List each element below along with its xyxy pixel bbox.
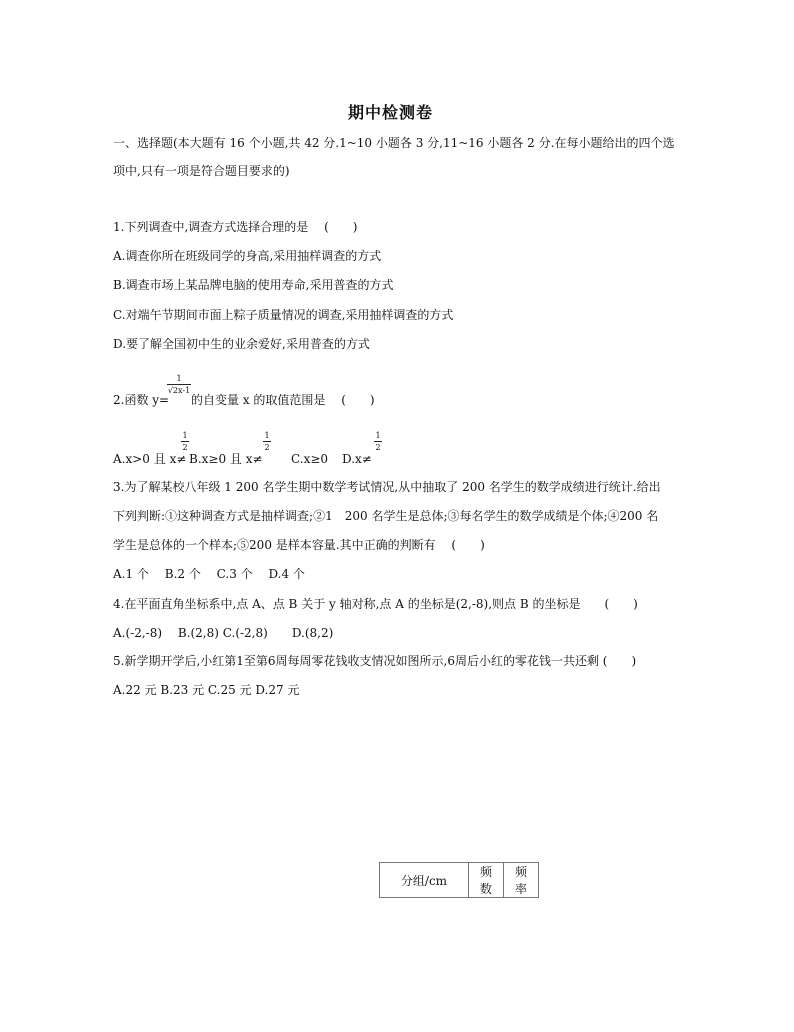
q2-stem-start: 2.函数 y=	[113, 393, 170, 407]
section-header-line1: 一、选择题(本大题有 16 个小题,共 42 分.1~10 小题各 3 分,11~16 小题各 2 分.在每小题给出的四个选	[113, 136, 675, 150]
section-header-line2: 项中,只有一项是符合题目要求的)	[113, 164, 290, 178]
q3-options: A.1 个 B.2 个 C.3 个 D.4 个	[113, 567, 305, 581]
q2-option-a-half-den: 2	[182, 443, 188, 452]
q2-option-d-half-den: 2	[375, 443, 381, 452]
q2-option-a-half-bar	[181, 441, 189, 442]
q2-option-d-half-num: 1	[375, 431, 381, 440]
q1-option-b: B.调查市场上某品牌电脑的使用寿命,采用普查的方式	[113, 278, 394, 292]
q2-stem-end: 的自变量 x 的取值范围是 ( )	[191, 393, 375, 407]
q1-option-c: C.对端午节期间市面上粽子质量情况的调查,采用抽样调查的方式	[113, 308, 454, 322]
frequency-table	[379, 862, 539, 898]
q5-stem: 5.新学期开学后,小红第1至第6周每周零花钱收支情况如图所示,6周后小红的零花钱一共还剩 ( )	[113, 654, 637, 668]
table-header-frequency: 频率	[504, 863, 539, 898]
page-title: 期中检测卷	[348, 103, 434, 122]
q2-option-b-half-den: 2	[264, 443, 270, 452]
q1-option-d: D.要了解全国初中生的业余爱好,采用普查的方式	[113, 337, 370, 351]
q2-option-c: C.x≥0	[291, 452, 329, 466]
q2-fraction-denominator: √2x-1	[167, 386, 191, 395]
q2-fraction-bar	[167, 384, 191, 385]
q5-options: A.22 元 B.23 元 C.25 元 D.27 元	[113, 683, 300, 697]
q2-option-d: D.x≠	[342, 452, 372, 466]
q2-option-b-half-bar	[263, 441, 271, 442]
q2-option-a: A.x>0 且 x≠	[113, 452, 187, 466]
table-header-count: 频数	[469, 863, 504, 898]
q2-option-b-half-num: 1	[264, 431, 270, 440]
q2-option-d-half-bar	[374, 441, 382, 442]
q3-stem-line3: 学生是总体的一个样本;⑤200 是样本容量.其中正确的判断有 ( )	[113, 538, 485, 552]
q1-stem: 1.下列调查中,调查方式选择合理的是 ( )	[113, 220, 358, 234]
q2-option-a-half-num: 1	[182, 431, 188, 440]
q3-stem-line1: 3.为了解某校八年级 1 200 名学生期中数学考试情况,从中抽取了 200 名学生的数学成绩进行统计.给出	[113, 480, 661, 494]
q3-stem-line2: 下列判断:①这种调查方式是抽样调查;②1 200 名学生是总体;③每名学生的数学成绩是个体;④200 名	[113, 509, 659, 523]
q4-options: A.(-2,-8) B.(2,8) C.(-2,8) D.(8,2)	[113, 626, 334, 640]
table-header-row	[380, 863, 539, 898]
table-header-group: 分组/cm	[380, 863, 469, 898]
q4-stem: 4.在平面直角坐标系中,点 A、点 B 关于 y 轴对称,点 A 的坐标是(2,-8),则点 B 的坐标是 ( )	[113, 597, 638, 611]
q1-option-a: A.调查你所在班级同学的身高,采用抽样调查的方式	[113, 249, 382, 263]
q2-option-b: B.x≥0 且 x≠	[189, 452, 263, 466]
q2-fraction-numerator: 1	[176, 374, 182, 383]
